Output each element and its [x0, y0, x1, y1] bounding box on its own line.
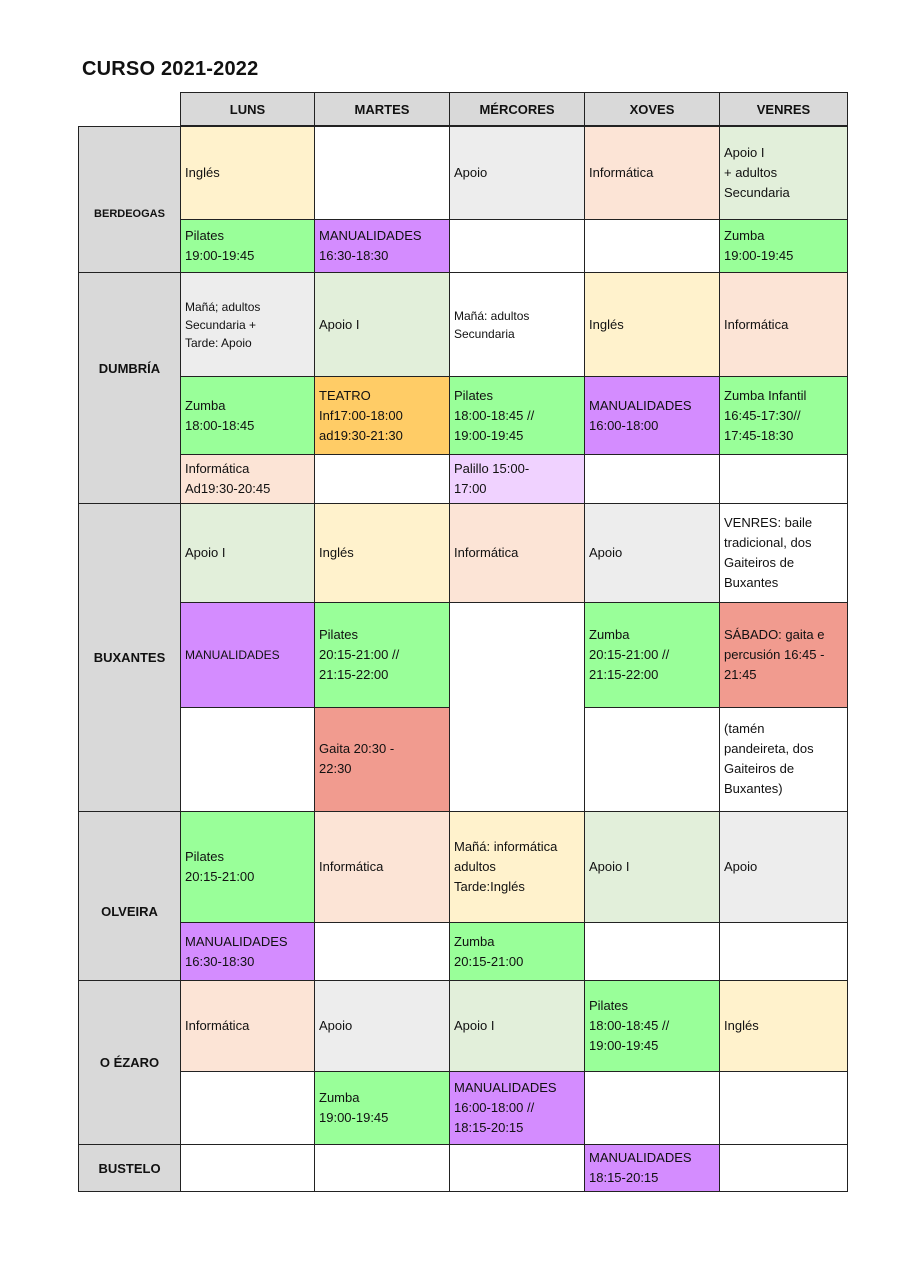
location-row-ezaro	[79, 981, 848, 1072]
location-label-buxantes: BUXANTES	[79, 504, 181, 812]
cell-ezaro-luns-1: Informática	[181, 981, 315, 1072]
cell-ezaro-xoves-1: Pilates 18:00-18:45 // 19:00-19:45	[585, 981, 720, 1072]
cell-ezaro-martes-2: Zumba 19:00-19:45	[315, 1072, 450, 1145]
cell-buxantes-venres-1: VENRES: baile tradicional, dos Gaiteiros de Buxantes	[720, 504, 848, 603]
cell-olveira-luns-1: Pilates 20:15-21:00	[181, 812, 315, 923]
location-label-berdeogas: BERDEOGAS	[79, 126, 181, 273]
cell-buxantes-martes-1: Inglés	[315, 504, 450, 603]
day-header-venres: VENRES	[720, 93, 848, 127]
cell-olveira-xoves-1: Apoio I	[585, 812, 720, 923]
cell-olveira-venres-2	[720, 923, 848, 981]
cell-ezaro-venres-2	[720, 1072, 848, 1145]
cell-berdeogas-mercores-1: Apoio	[450, 126, 585, 220]
cell-olveira-mercores-2: Zumba 20:15-21:00	[450, 923, 585, 981]
cell-dumbria-mercores-3: Palillo 15:00- 17:00	[450, 455, 585, 504]
cell-dumbria-mercores-2: Pilates 18:00-18:45 // 19:00-19:45	[450, 377, 585, 455]
cell-dumbria-venres-3	[720, 455, 848, 504]
cell-olveira-xoves-2	[585, 923, 720, 981]
cell-dumbria-mercores-1: Mañá: adultos Secundaria	[450, 273, 585, 377]
cell-buxantes-mercores-2	[450, 603, 585, 812]
cell-dumbria-martes-2: TEATRO Inf17:00-18:00 ad19:30-21:30	[315, 377, 450, 455]
schedule-table	[78, 92, 848, 1192]
day-header-row	[79, 93, 848, 127]
cell-dumbria-xoves-3	[585, 455, 720, 504]
location-row-dumbria	[79, 273, 848, 377]
location-label-dumbria: DUMBRÍA	[79, 273, 181, 504]
location-row-ezaro-2	[79, 1072, 848, 1145]
cell-berdeogas-venres-1: Apoio I + adultos Secundaria	[720, 126, 848, 220]
location-row-olveira	[79, 812, 848, 923]
cell-ezaro-venres-1: Inglés	[720, 981, 848, 1072]
cell-dumbria-xoves-1: Inglés	[585, 273, 720, 377]
cell-olveira-martes-1: Informática	[315, 812, 450, 923]
cell-buxantes-martes-3: Gaita 20:30 - 22:30	[315, 707, 450, 812]
location-label-ezaro: O ÉZARO	[79, 981, 181, 1145]
cell-olveira-venres-1: Apoio	[720, 812, 848, 923]
cell-bustelo-xoves-1: MANUALIDADES 18:15-20:15	[585, 1145, 720, 1192]
day-header-martes: MARTES	[315, 93, 450, 127]
corner-cell	[79, 93, 181, 127]
cell-berdeogas-venres-2: Zumba 19:00-19:45	[720, 220, 848, 273]
location-row-bustelo	[79, 1145, 848, 1192]
cell-berdeogas-xoves-1: Informática	[585, 126, 720, 220]
cell-bustelo-venres-1	[720, 1145, 848, 1192]
cell-dumbria-luns-1: Mañá; adultos Secundaria + Tarde: Apoio	[181, 273, 315, 377]
cell-berdeogas-luns-2: Pilates 19:00-19:45	[181, 220, 315, 273]
cell-olveira-luns-2: MANUALIDADES 16:30-18:30	[181, 923, 315, 981]
cell-dumbria-venres-1: Informática	[720, 273, 848, 377]
cell-olveira-mercores-1: Mañá: informática adultos Tarde:Inglés	[450, 812, 585, 923]
location-label-bustelo: BUSTELO	[79, 1145, 181, 1192]
day-header-xoves: XOVES	[585, 93, 720, 127]
page-title: CURSO 2021-2022	[82, 58, 259, 80]
cell-ezaro-mercores-2: MANUALIDADES 16:00-18:00 // 18:15-20:15	[450, 1072, 585, 1145]
cell-buxantes-xoves-3	[585, 707, 720, 812]
cell-dumbria-luns-2: Zumba 18:00-18:45	[181, 377, 315, 455]
cell-ezaro-martes-1: Apoio	[315, 981, 450, 1072]
location-row-berdeogas-2	[79, 220, 848, 273]
cell-dumbria-xoves-2: MANUALIDADES 16:00-18:00	[585, 377, 720, 455]
location-row-dumbria-3	[79, 455, 848, 504]
location-row-dumbria-2	[79, 377, 848, 455]
cell-dumbria-martes-3	[315, 455, 450, 504]
cell-buxantes-martes-2: Pilates 20:15-21:00 // 21:15-22:00	[315, 603, 450, 708]
cell-bustelo-martes-1	[315, 1145, 450, 1192]
cell-berdeogas-xoves-2	[585, 220, 720, 273]
cell-berdeogas-martes-2: MANUALIDADES 16:30-18:30	[315, 220, 450, 273]
cell-ezaro-mercores-1: Apoio I	[450, 981, 585, 1072]
location-label-olveira: OLVEIRA	[79, 812, 181, 981]
cell-buxantes-venres-3: (tamén pandeireta, dos Gaiteiros de Buxantes)	[720, 707, 848, 812]
cell-buxantes-luns-3	[181, 707, 315, 812]
location-row-olveira-2	[79, 923, 848, 981]
cell-dumbria-venres-2: Zumba Infantil 16:45-17:30// 17:45-18:30	[720, 377, 848, 455]
location-row-buxantes-2	[79, 603, 848, 708]
cell-bustelo-luns-1	[181, 1145, 315, 1192]
cell-ezaro-xoves-2	[585, 1072, 720, 1145]
cell-buxantes-mercores-1: Informática	[450, 504, 585, 603]
cell-dumbria-martes-1: Apoio I	[315, 273, 450, 377]
cell-olveira-martes-2	[315, 923, 450, 981]
cell-ezaro-luns-2	[181, 1072, 315, 1145]
day-header-mercores: MÉRCORES	[450, 93, 585, 127]
cell-buxantes-luns-2: MANUALIDADES	[181, 603, 315, 708]
cell-bustelo-mercores-1	[450, 1145, 585, 1192]
cell-buxantes-xoves-1: Apoio	[585, 504, 720, 603]
location-row-berdeogas	[79, 126, 848, 220]
cell-buxantes-xoves-2: Zumba 20:15-21:00 // 21:15-22:00	[585, 603, 720, 708]
cell-berdeogas-mercores-2	[450, 220, 585, 273]
cell-berdeogas-martes-1	[315, 126, 450, 220]
cell-berdeogas-luns-1: Inglés	[181, 126, 315, 220]
cell-buxantes-luns-1: Apoio I	[181, 504, 315, 603]
day-header-luns: LUNS	[181, 93, 315, 127]
location-row-buxantes	[79, 504, 848, 603]
cell-dumbria-luns-3: Informática Ad19:30-20:45	[181, 455, 315, 504]
cell-buxantes-venres-2: SÁBADO: gaita e percusión 16:45 - 21:45	[720, 603, 848, 708]
